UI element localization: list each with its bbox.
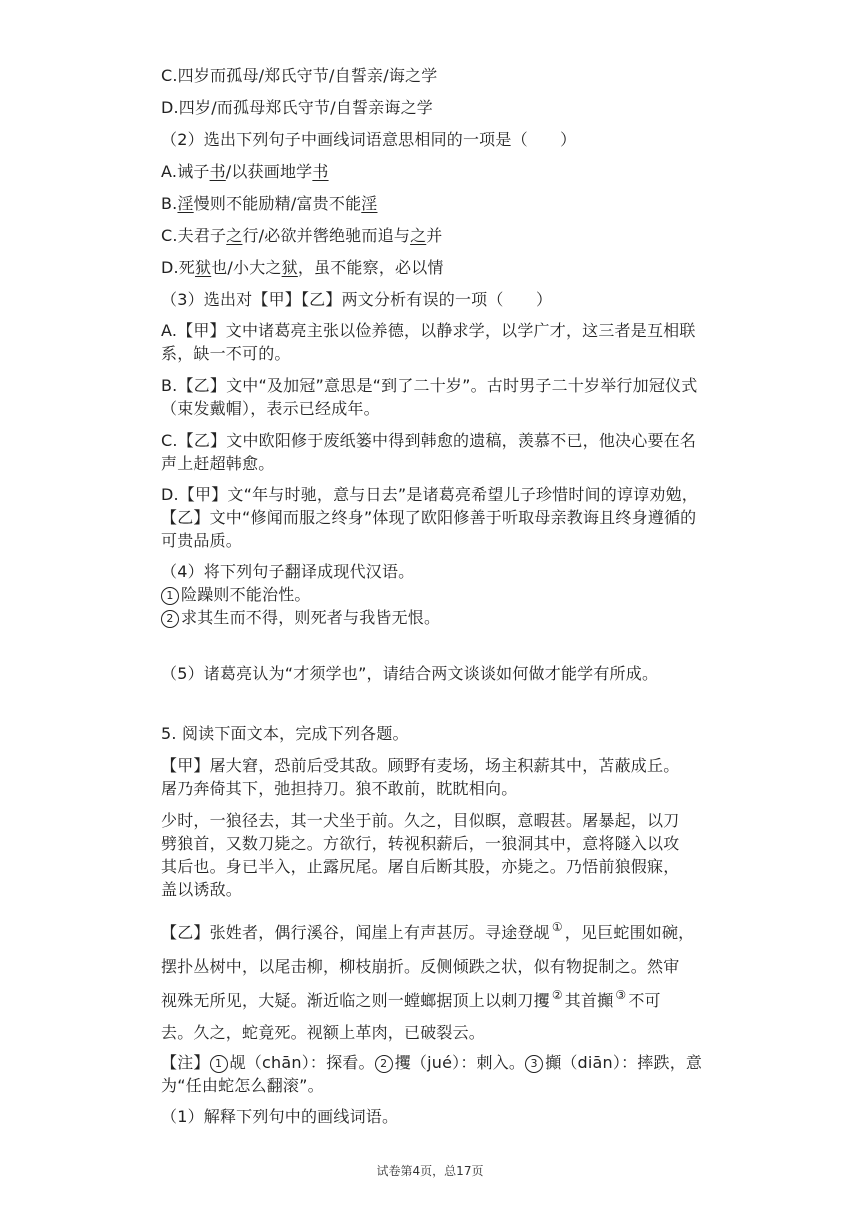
underlined-word: 之	[226, 226, 243, 245]
circled-number-2: 2	[375, 1055, 393, 1073]
text-span: ，见巨蛇围如碗，	[564, 923, 695, 942]
text-span: 求其生而不得，则死者与我皆无恨。	[181, 608, 441, 627]
page-footer: 试卷第4页，总17页	[376, 1164, 484, 1178]
text-span: 也/小大之	[211, 258, 282, 277]
underlined-word: 淫	[361, 194, 378, 213]
passage-yi-line1	[161, 920, 694, 947]
sub3-option-d-line3: 可贵品质。	[161, 531, 243, 550]
footnote-marker-2: ②	[551, 988, 563, 1002]
underlined-word: 狱	[195, 258, 212, 277]
sub5-stem: （5）诸葛亮认为“才须学也”，请结合两文谈谈如何做才能学有所成。	[161, 664, 659, 683]
underlined-word: 淫	[177, 194, 194, 213]
sub2-stem: （2）选出下列句子中画线词语意思相同的一项是（ ）	[161, 130, 577, 149]
passage-jia-line3: 少时，一狼径去，其一犬坐于前。久之，目似瞑，意暇甚。屠暴起，以刀	[161, 811, 680, 830]
sub3-option-a-line2: 系，缺一不可的。	[161, 344, 291, 363]
text-span: 攧（diān）：摔跌，意	[545, 1053, 703, 1072]
sub3-stem: （3）选出对【甲】【乙】两文分析有误的一项（ ）	[161, 290, 553, 309]
passage-jia-line5: 其后也。身已半入，止露尻尾。屠自后断其股，亦毙之。乃悟前狼假寐，	[161, 857, 680, 876]
notes-label: 【注】	[161, 1053, 210, 1072]
passage-jia-line6: 盖以诱敌。	[161, 880, 243, 899]
option-c-punctuation: C.四岁而孤母/郑氏守节/自誓亲/诲之学	[161, 66, 438, 85]
underlined-word: 书	[209, 162, 226, 181]
text-span: 视殊无所见，大疑。渐近临之则一螳螂据顶上以刺刀攫	[161, 991, 550, 1010]
text-span: B.	[161, 194, 178, 213]
text-span: 慢则不能励精/富贵不能	[193, 194, 362, 213]
q5-sub1-stem: （1）解释下列句中的画线词语。	[161, 1107, 399, 1126]
circled-number-1: 1	[161, 587, 179, 605]
text-span: ，虽不能察，必以情	[297, 258, 444, 277]
circled-number-3: 3	[525, 1055, 543, 1073]
text-span: 不可	[628, 991, 661, 1010]
text-span: C.夫君子	[161, 226, 227, 245]
text-span: /以获画地学	[225, 162, 313, 181]
sub4-stem: （4）将下列句子翻译成现代汉语。	[161, 562, 415, 581]
question-5-title: 5. 阅读下面文本，完成下列各题。	[161, 724, 409, 743]
underlined-word: 之	[410, 226, 427, 245]
passage-jia-line1: 【甲】屠大窘，恐前后受其敌。顾野有麦场，场主积薪其中，苫蔽成丘。	[161, 756, 680, 775]
underlined-word: 书	[312, 162, 329, 181]
text-span: 【乙】张姓者，偶行溪谷，闻崖上有声甚厉。寻途登觇	[161, 923, 550, 942]
sub2-option-b	[161, 191, 377, 217]
passage-jia-line4: 劈狼首，又数刀毙之。方欲行，转视积薪后，一狼洞其中，意将隧入以攻	[161, 834, 680, 853]
sub3-option-d-line2: 【乙】文中“修闻而服之终身”体现了欧阳修善于听取母亲教诲且终身遵循的	[161, 508, 697, 527]
text-span: 并	[426, 226, 443, 245]
sub3-option-d-line1: D.【甲】文“年与时驰，意与日去”是诸葛亮希望儿子珍惜时间的谆谆劝勉，	[161, 485, 698, 504]
text-span: 觇（chān）：探看。	[229, 1053, 375, 1072]
passage-yi-line2: 摆扑丛树中，以尾击柳，柳枝崩折。反侧倾跌之状，似有物捉制之。然审	[161, 957, 680, 976]
passage-yi-line4: 去。久之，蛇竟死。视额上革肉，已破裂云。	[161, 1023, 486, 1042]
sub3-option-c-line2: 声上赶超韩愈。	[161, 454, 275, 473]
footnote-marker-1: ①	[551, 920, 563, 934]
text-span: 攫（jué）：刺入。	[394, 1053, 526, 1072]
sub3-option-b-line1: B.【乙】文中“及加冠”意思是“到了二十岁”。古时男子二十岁举行加冠仪式	[161, 376, 698, 395]
text-span: 其首攧	[564, 991, 614, 1010]
notes-line2: 为“任由蛇怎么翻滚”。	[161, 1076, 324, 1095]
sub2-option-a	[161, 159, 329, 185]
underlined-word: 狱	[281, 258, 298, 277]
passage-jia-line2: 屠乃奔倚其下，弛担持刀。狼不敢前，眈眈相向。	[161, 779, 518, 798]
sub3-option-c-line1: C.【乙】文中欧阳修于废纸篓中得到韩愈的遗稿，羡慕不已，他决心要在名	[161, 431, 697, 450]
passage-yi-line3	[161, 988, 661, 1015]
text-span: D.死	[161, 258, 196, 277]
sub3-option-b-line2: （束发戴帽），表示已经成年。	[161, 399, 380, 418]
circled-number-2: 2	[161, 610, 179, 628]
sub3-option-a-line1: A.【甲】文中诸葛亮主张以俭养德，以静求学，以学广才，这三者是互相联	[161, 321, 696, 340]
sub2-option-d	[161, 255, 444, 281]
option-d-punctuation: D.四岁/而孤母郑氏守节/自誓亲诲之学	[161, 98, 433, 117]
text-span: A.诫子	[161, 162, 210, 181]
sub4-item-2	[161, 605, 440, 631]
footnote-marker-3: ③	[615, 988, 627, 1002]
circled-number-1: 1	[210, 1055, 228, 1073]
sub2-option-c	[161, 223, 442, 249]
text-span: 险躁则不能治性。	[181, 585, 311, 604]
text-span: 行/必欲并辔绝驰而追与	[242, 226, 411, 245]
